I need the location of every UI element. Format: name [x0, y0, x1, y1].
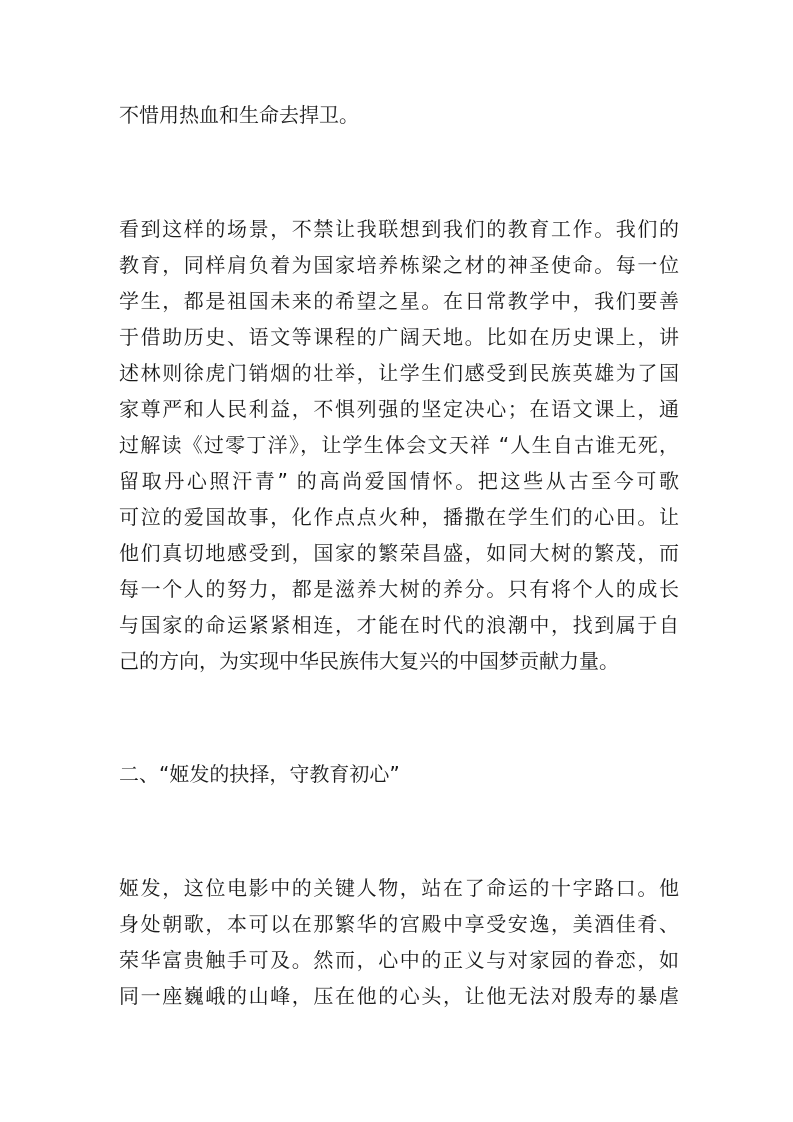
- text-line: 过解读《过零丁洋》，让学生体会文天祥 “人生自古谁无死，: [119, 433, 679, 457]
- text-line: 他们真切地感受到，国家的繁荣昌盛，如同大树的繁茂，而: [119, 541, 679, 565]
- text-line: 己的方向，为实现中华民族伟大复兴的中国梦贡献力量。: [119, 649, 619, 673]
- text-line: 学生，都是祖国未来的希望之星。在日常教学中，我们要善: [119, 289, 679, 313]
- text-line: 每一个人的努力，都是滋养大树的养分。只有将个人的成长: [119, 577, 679, 601]
- text-line: 姬发，这位电影中的关键人物，站在了命运的十字路口。他: [119, 876, 679, 900]
- section-heading: 二、“姬发的抉择，守教育初心”: [119, 762, 400, 786]
- text-line: 教育，同样肩负着为国家培养栋梁之材的神圣使命。每一位: [119, 253, 679, 277]
- text-line: 荣华富贵触手可及。然而，心中的正义与对家园的眷恋，如: [119, 948, 679, 972]
- text-line: 与国家的命运紧紧相连，才能在时代的浪潮中，找到属于自: [119, 613, 679, 637]
- text-line: 可泣的爱国故事，化作点点火种，播撒在学生们的心田。让: [119, 505, 679, 529]
- text-line: 看到这样的场景，不禁让我联想到我们的教育工作。我们的: [119, 217, 679, 241]
- text-line: 于借助历史、语文等课程的广阔天地。比如在历史课上，讲: [119, 325, 679, 349]
- text-line: 身处朝歌，本可以在那繁华的宫殿中享受安逸，美酒佳肴、: [119, 912, 679, 936]
- text-line: 留取丹心照汗青” 的高尚爱国情怀。把这些从古至今可歌: [119, 469, 679, 493]
- text-line: 不惜用热血和生命去捍卫。: [119, 103, 359, 127]
- text-line: 同一座巍峨的山峰，压在他的心头，让他无法对殷寿的暴虐: [119, 984, 679, 1008]
- text-line: 家尊严和人民利益，不惧列强的坚定决心；在语文课上，通: [119, 397, 679, 421]
- text-line: 述林则徐虎门销烟的壮举，让学生们感受到民族英雄为了国: [119, 361, 679, 385]
